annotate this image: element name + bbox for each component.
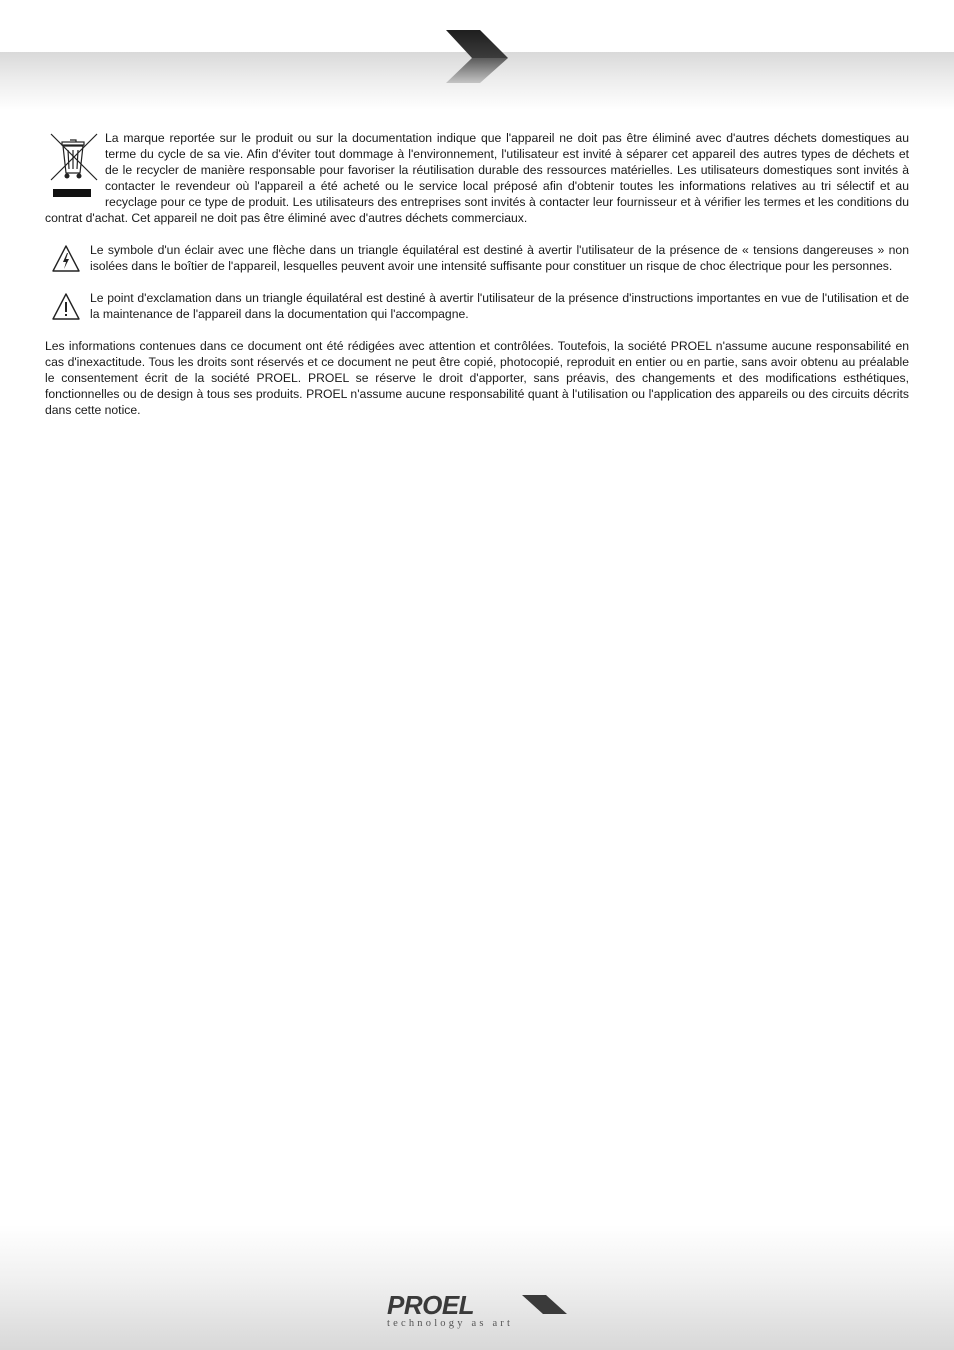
weee-paragraph: La marque reportée sur le produit ou sur la documentation indique que l'appareil ne doit pas être éliminé avec d'autres déchets domestiques au terme du cycle de sa vie. Afin d'éviter tout dommage à l'environnement, l'utilisateur est invité à séparer cet appareil des autres types de déchets et de le recycler de manière responsable pour favoriser la réutilisation durable des ressources matérielles. Les utilisateurs domestiques sont invités à contacter le revendeur où l'appareil a été acheté ou le service local préposé afin d'obtenir toutes les informations relatives au tri sélectif et au recyclage pour ce type de produit. Les utilisateurs des entreprises sont invités à contacter leur fournisseur et à vérifier les termes et les conditions du contrat d'achat. Cet appareil ne doit pas être éliminé avec d'autres déchets commerciaux. — [45, 131, 909, 225]
lightning-triangle-icon — [51, 244, 81, 274]
weee-section — [45, 130, 909, 226]
exclamation-paragraph: Le point d'exclamation dans un triangle équilatéral est destiné à avertir l'utilisateur de la présence d'instructions importantes en vue de l'utilisation et de la maintenance de l'appareil dans la documentation qui l'accompagne. — [90, 291, 909, 321]
logo-wordmark: PROEL — [387, 1290, 475, 1320]
chevron-right-arrow-icon — [444, 28, 510, 84]
disclaimer-paragraph: Les informations contenues dans ce document ont été rédigées avec attention et contrôlées. Toutefois, la société PROEL n'assume aucune responsabilité en cas d'inexactitude. Tous les droits sont réservés et ce document ne peut être copié, photocopié, reproduit en entier ou en partie, sans avoir obtenu au préalable le consentement écrit de la société PROEL. PROEL se réserve le droit d'apporter, sans préavis, des changements et des modifications esthétiques, fonctionnelles ou de design à tous ses produits. PROEL n'assume aucune responsabilité quant à l'utilisation ou l'application des appareils ou des circuits décrits dans cette notice. — [45, 339, 909, 417]
disclaimer-section — [45, 338, 909, 418]
lightning-paragraph: Le symbole d'un éclair avec une flèche dans un triangle équilatéral est destiné à avertir l'utilisateur de la présence de « tensions dangereuses » non isolées dans le boîtier de l'appareil, lesquelles peuvent avoir une intensité suffisante pour constituer un risque de choc électrique pour les personnes. — [90, 243, 909, 273]
lightning-section — [45, 242, 909, 274]
logo-chevron-icon — [522, 1295, 567, 1314]
exclamation-triangle-icon — [51, 292, 81, 322]
crossed-out-wheelie-bin-icon — [49, 132, 101, 198]
footer-tagline: technology as art — [387, 1318, 514, 1329]
document-body — [45, 130, 909, 434]
exclamation-section — [45, 290, 909, 322]
